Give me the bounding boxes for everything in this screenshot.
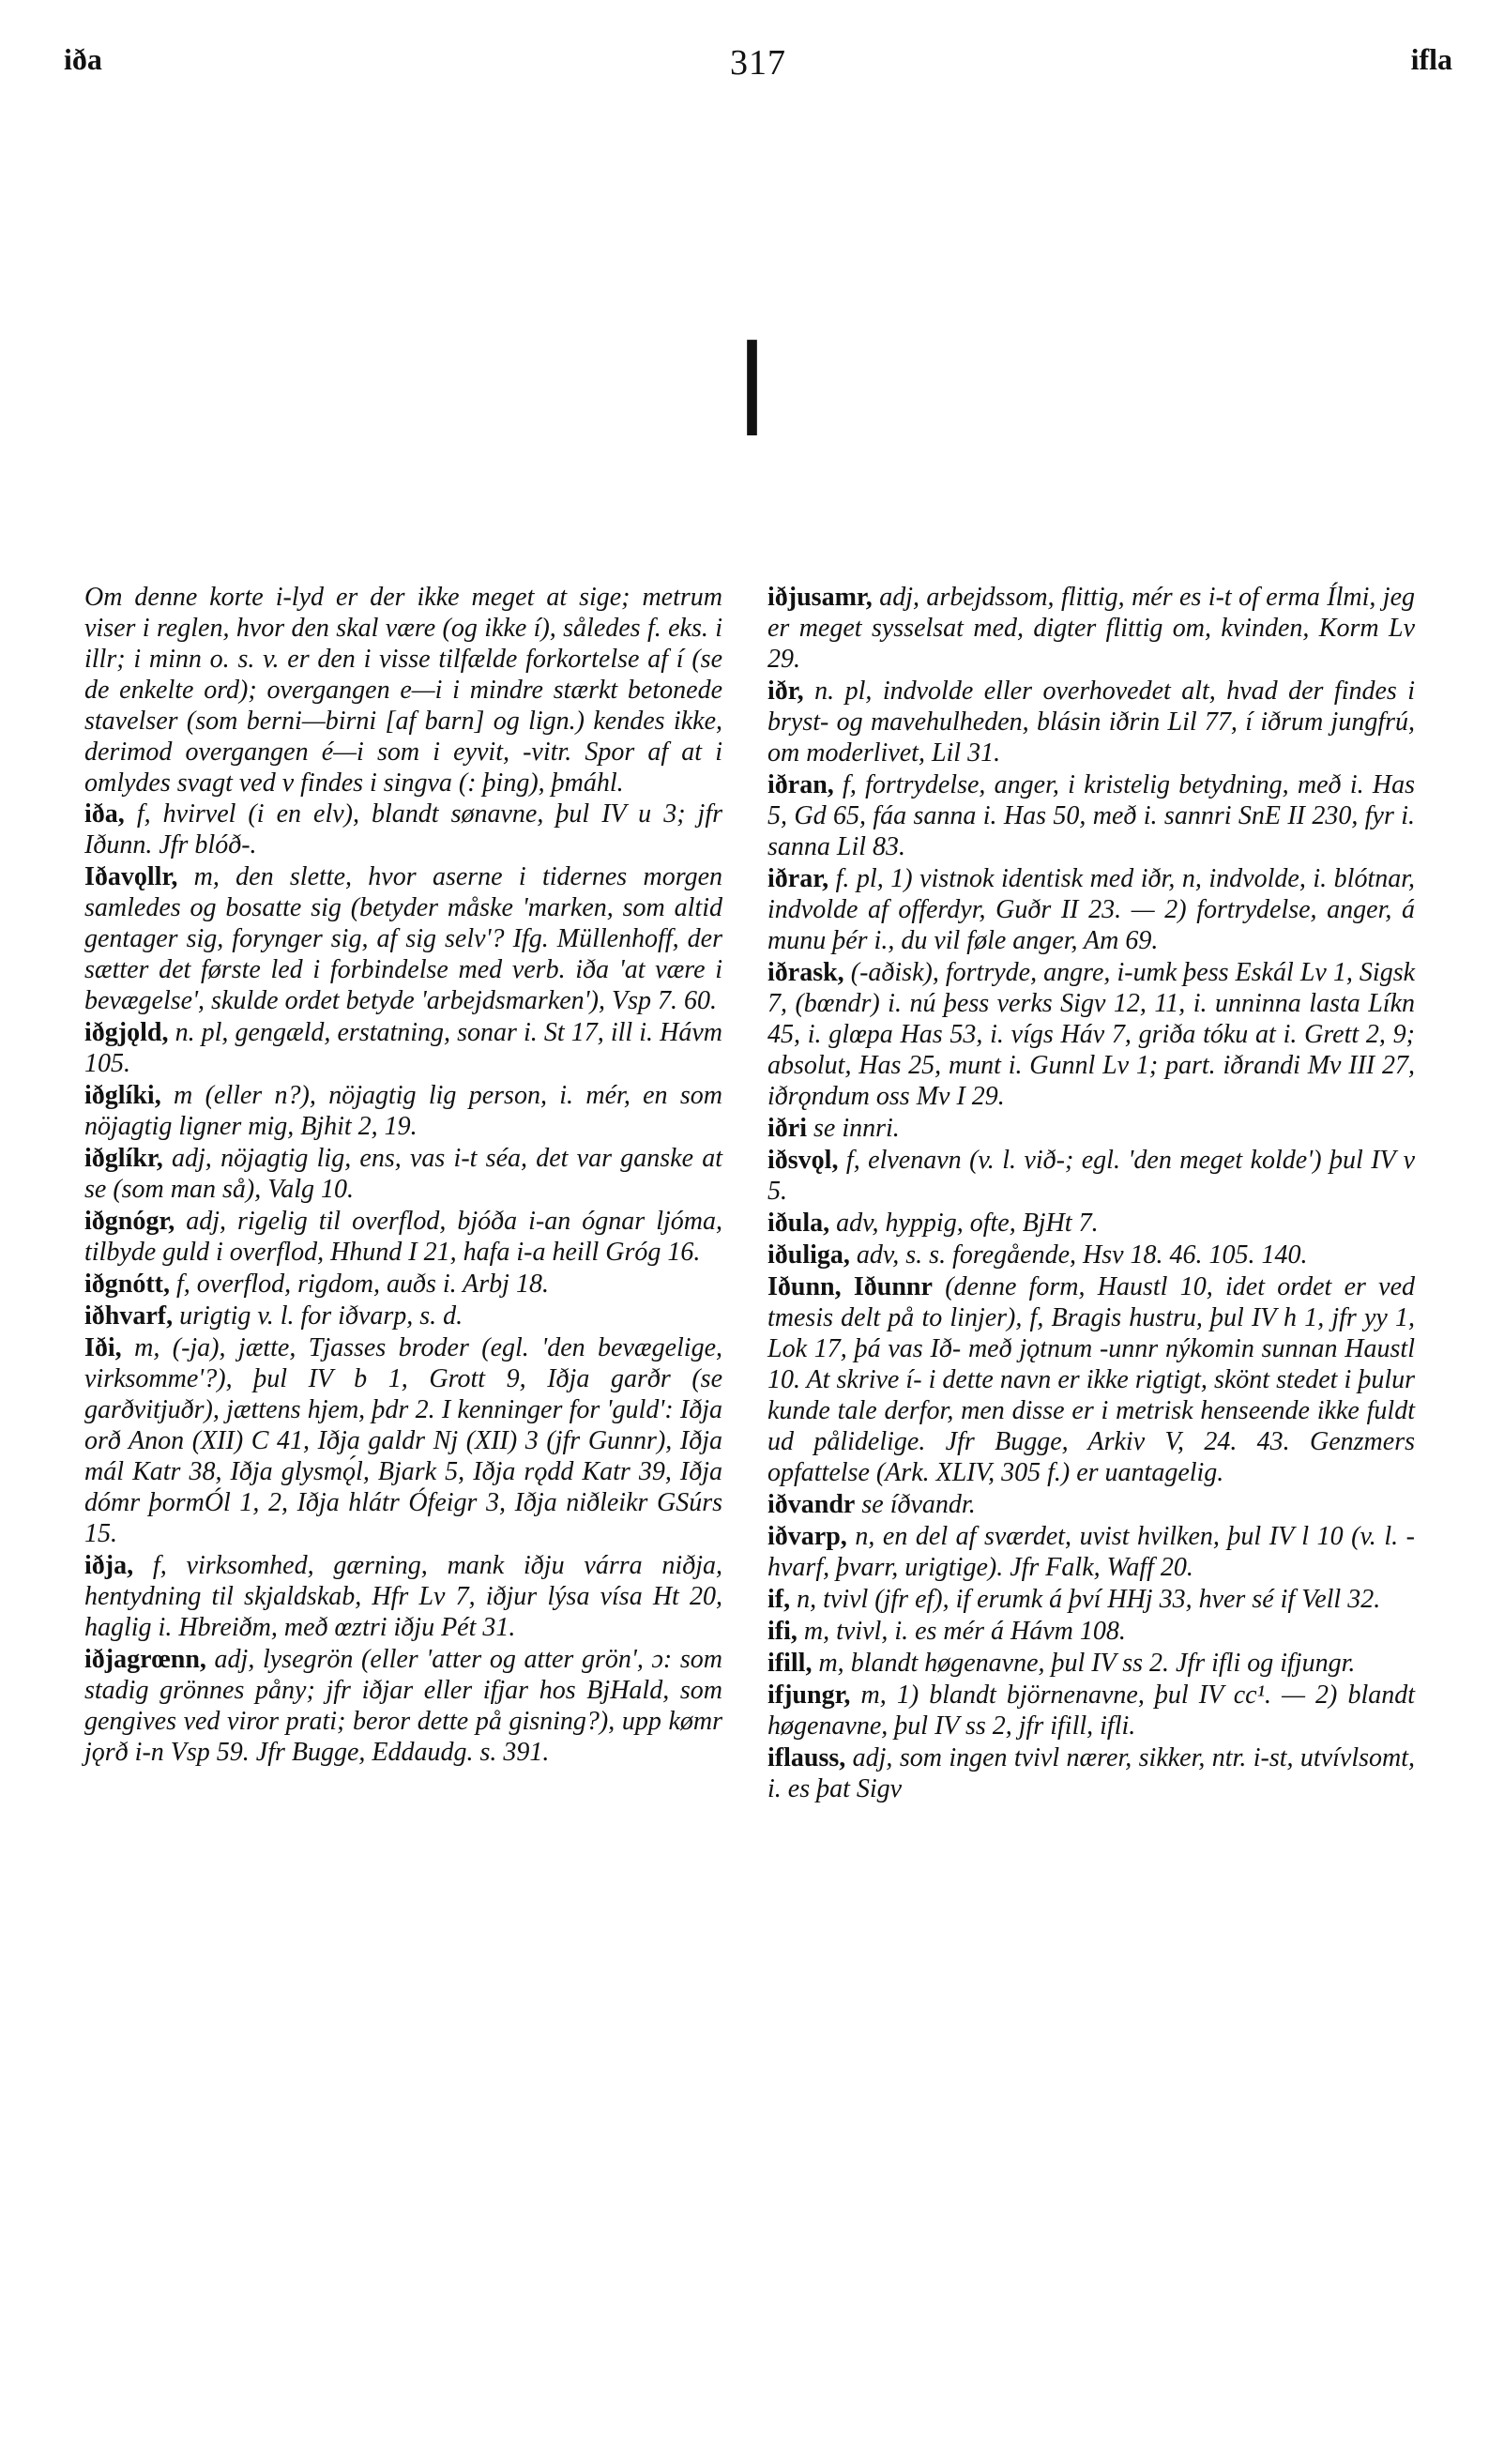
entry-definition: s. s. foregående, Hsv 18. 46. 105. 140. [905,1240,1308,1270]
dictionary-entry [84,861,722,1016]
entry-headword: iðvandr [767,1490,856,1519]
entry-headword: iðhvarf, [84,1301,174,1331]
dictionary-entry [84,1017,722,1079]
entry-headword: iðran, [767,770,834,799]
entry-definition: en del af sværdet, uvist hvilken, þul IV l 10 (v. l. -hvarf, þvarr, urigtige). Jfr Falk, Waff 20. [767,1522,1416,1582]
dictionary-entry [84,1332,722,1549]
entry-headword: iðri [767,1114,807,1143]
entry-grammar: (-aðisk), [850,958,939,987]
entry-grammar: adj, [852,1743,893,1772]
entry-headword: ifill, [767,1649,813,1678]
entry-headword: iðr, [767,677,804,706]
dictionary-entry [767,1145,1415,1207]
entry-definition: 1) vistnok identisk med iðr, n, indvolde, i. blótnar, indvolde af offerdyr, Guðr II 23. — 2) fortrydelse, anger, á munu þér i., du vil føle anger, Am 69. [767,864,1416,955]
entry-definition: hvirvel (i en elv), blandt sønavne, þul IV u 3; jfr Iðunn. Jfr blóð-. [84,799,723,859]
entry-headword: iðglíki, [84,1081,161,1110]
dictionary-entry [767,1680,1415,1742]
dictionary-entry [84,1550,722,1643]
entry-definition: fortryde, angre, i-umk þess Eskál Lv 1, Sigsk 7, (bœndr) i. nú þess verks Sigv 12, 11, i. unninna lasta Líkn 45, i. glœpa Has 53, i. vígs Háv 7, griða tóku at i. Grett 2, 9; absolut, Has 25, munt i. Gunnl Lv 1; part. iðrandi Mv III 27, iðrǫndum oss Mv I 29. [767,958,1416,1111]
entry-headword: iðvarp, [767,1522,847,1551]
entry-grammar: m, [803,1617,830,1646]
entry-grammar: adj, [186,1207,227,1236]
entry-definition: nöjagtig lig, ens, vas i-t séa, det var ganske at se (som man så), Valg 10. [84,1144,723,1204]
header-right-word: ifla [1410,42,1452,76]
dictionary-entry [84,1644,722,1768]
intro-paragraph: Om denne korte i-lyd er der ikke meget at sige; metrum viser i reglen, hvor den skal være (og ikke í), således f. eks. i illr; i minn o. s. v. er den i visse tilfælde forkortelse af í (se de enkelte ord); overgangen e—i i mindre stærkt betonede stavelser (som berni—birni [af barn] og lign.) kendes ikke, derimod overgangen é—i som i eyvit, -vitr. Spor af at i omlydes svagt ved v findes i singva (: þing), þmáhl. [84,583,722,798]
dictionary-entry [767,1616,1415,1647]
dictionary-entry [84,1080,722,1142]
entry-definition: gengæld, erstatning, sonar i. St 17, ill i. Hávm 105. [84,1018,723,1078]
entry-grammar: f. pl, [835,864,884,893]
page-header [64,42,1452,89]
entry-headword: Iðunn, Iðunnr [767,1272,933,1301]
entry-grammar: urigtig v. l. [179,1301,295,1331]
entry-definition: hyppig, ofte, BjHt 7. [885,1209,1099,1238]
entry-headword: iðula, [767,1209,830,1238]
right-entries [767,582,1415,1804]
entry-definition: idet ordet er ved tmesis delt på to linjer), f, Bragis hustru, þul IV h 1, jfr yy 1, Lok 17, þá vas Ið- með jǫtnum -unnr nýkomin sunnan Haustl 10. At skrive í- i dette navn er ikke rigtigt, skönt stedet i þulur kunde tale derfor, men disse er i metrisk henseende ikke fuldt ud pålidelige. Jfr Bugge, Arkiv V, 24. 43. Genzmers opfattelse (Ark. XLIV, 305 f.) er uantagelig. [767,1272,1416,1487]
entry-definition: den slette, hvor aserne i tidernes morgen samledes og bosatte sig (betyder måske 'marken, som altid gentager sig, forynger sig, af sig selv'? Ifg. Müllenhoff, der sætter det første led i forbindelse med verb. iða 'at være i bevægelse', skulde ordet betyde 'arbejdsmarken'), Vsp 7. 60. [84,862,723,1015]
entry-grammar: se [813,1114,836,1143]
page-number: 317 [730,43,786,83]
dictionary-entry [84,1143,722,1205]
entry-definition: innri. [842,1114,900,1143]
left-column [84,582,722,1768]
entry-definition: blandt høgenavne, þul IV ss 2. Jfr ifli og ifjungr. [850,1649,1356,1678]
entry-definition: elvenavn (v. l. við-; egl. 'den meget kolde') þul IV v 5. [767,1146,1416,1206]
entry-headword: Iði, [84,1333,122,1362]
dictionary-entry [767,769,1415,862]
right-column [767,582,1415,1804]
dictionary-entry [767,582,1415,675]
entry-grammar: n. pl, [814,677,873,706]
entry-definition: som ingen tvivl nærer, sikker, ntr. i-st, utvívlsomt, i. es þat Sigv [767,1743,1415,1803]
dictionary-entry [767,676,1415,768]
dictionary-entry [767,1521,1415,1583]
entry-headword: ifi, [767,1617,798,1646]
dictionary-entry [84,799,722,860]
dictionary-entry [767,1742,1415,1804]
entry-grammar: (denne form, Haustl 10, [945,1272,1213,1301]
dictionary-entry [84,1300,722,1331]
dictionary-entry [767,1271,1415,1488]
entry-headword: iflauss, [767,1743,846,1772]
dictionary-entry [767,1489,1415,1520]
dictionary-entry [767,1648,1415,1679]
entry-definition: nöjagtig lig person, i. mér, en som nöjagtig ligner mig, Bjhit 2, 19. [84,1081,723,1141]
entry-grammar: f, [176,1270,190,1299]
entry-grammar: adv, [856,1240,900,1270]
entry-grammar: m (eller n?), [174,1081,316,1110]
entry-headword: iðuliga, [767,1240,850,1270]
entry-headword: ifjungr, [767,1681,851,1710]
entry-definition: lysegrön (eller 'atter og atter grön', ɔ: som stadig grönnes påny; jfr iðjar eller ifjar hos BjHald, som gengives ved viror prati; beror dette på gisning?), upp kømr jǫrð i-n Vsp 59. Jfr Bugge, Eddaudg. s. 391. [84,1645,722,1767]
dictionary-entry [767,1240,1415,1270]
entry-definition: overflod, rigdom, auðs i. Arbj 18. [196,1270,549,1299]
dictionary-entry [767,1584,1415,1615]
entry-definition: arbejdssom, flittig, mér es i-t of erma Ílmi, jeg er meget sysselsat med, digter flittig om, kvinden, Korm Lv 29. [767,583,1416,674]
left-entries [84,799,722,1768]
entry-headword: if, [767,1585,791,1614]
entry-definition: íðvandr. [889,1490,976,1519]
dictionary-entry [767,1208,1415,1239]
entry-definition: jætte, Tjasses broder (egl. 'den bevægelige, virksomme'?), þul IV b 1, Grott 9, Iðja garðr (se garðvitjuðr), jættens hjem, þdr 2. I kenninger for 'guld': Iðja orð Anon (XII) C 41, Iðja galdr Nj (XII) 3 (jfr Gunnr), Iðja mál Katr 38, Iðja glysmǫ́l, Bjark 5, Iðja rǫdd Katr 39, Iðja dómr þormÓl 1, 2, Iðja hlátr Ófeigr 3, Iðja niðleikr GSúrs 15. [84,1333,722,1548]
entry-grammar: f, [152,1551,167,1580]
entry-grammar: m, [860,1681,887,1710]
entry-definition: 1) blandt björnenavne, þul IV cc¹. — 2) blandt høgenavne, þul IV ss 2, jfr ifill, ifli. [767,1681,1416,1741]
entry-definition: rigelig til overflod, bjóða i-an ógnar ljóma, tilbyde guld i overflod, Hhund I 21, hafa i-a heill Gróg 16. [84,1207,722,1267]
entry-grammar: m, (-ja), [134,1333,226,1362]
entry-definition: indvolde eller overhovedet alt, hvad der findes i bryst- og mavehulheden, blásin iðrin Lil 77, í iðrum jungfrú, om moderlivet, Lil 31. [767,677,1416,768]
entry-headword: iðgnótt, [84,1270,170,1299]
dictionary-entry [84,1206,722,1268]
entry-headword: iða, [84,799,125,829]
entry-definition: tvivl (jfr ef), if erumk á því HHj 33, hver sé if Vell 32. [823,1585,1381,1614]
entry-headword: iðjagrœnn, [84,1645,206,1674]
entry-grammar: n. pl, [175,1018,229,1047]
entry-grammar: f, [843,770,857,799]
entry-headword: iðjusamr, [767,583,873,612]
entry-grammar: m, [818,1649,844,1678]
dictionary-entry [767,957,1415,1112]
entry-definition: fortrydelse, anger, i kristelig betydning, með i. Has 5, Gd 65, fáa sanna i. Has 50, með i. sannri SnE II 230, fyr i. sanna Lil 83. [767,770,1415,861]
entry-headword: iðja, [84,1551,134,1580]
entry-headword: iðgjǫld, [84,1018,169,1047]
entry-headword: iðglíkr, [84,1144,163,1173]
entry-headword: iðsvǫl, [767,1146,839,1175]
entry-grammar: f, [845,1146,860,1175]
dictionary-entry [767,1113,1415,1144]
entry-definition: tvivl, i. es mér á Hávm 108. [836,1617,1126,1646]
entry-grammar: n, [797,1585,817,1614]
section-letter: I [742,311,762,465]
entry-grammar: m, [193,862,220,891]
entry-headword: iðgnógr, [84,1207,175,1236]
entry-definition: for iðvarp, s. d. [300,1301,463,1331]
dictionary-entry [84,1269,722,1300]
entry-grammar: adj, [879,583,919,612]
header-left-word: iða [64,42,102,76]
entry-grammar: adj, [214,1645,255,1674]
entry-grammar: adj, [172,1144,212,1173]
entry-grammar: f, [136,799,151,829]
entry-grammar: n, [855,1522,875,1551]
entry-headword: iðrask, [767,958,844,987]
entry-grammar: se [861,1490,884,1519]
entry-headword: iðrar, [767,864,829,893]
entry-grammar: adv, [836,1209,879,1238]
dictionary-entry [767,863,1415,956]
entry-definition: virksomhed, gærning, mank iðju várra niðja, hentydning til skjaldskab, Hfr Lv 7, iðjur lýsa vísa Ht 20, haglig i. Hbreiðm, með œztri iðju Pét 31. [84,1551,722,1642]
entry-headword: Iðavǫllr, [84,862,178,891]
